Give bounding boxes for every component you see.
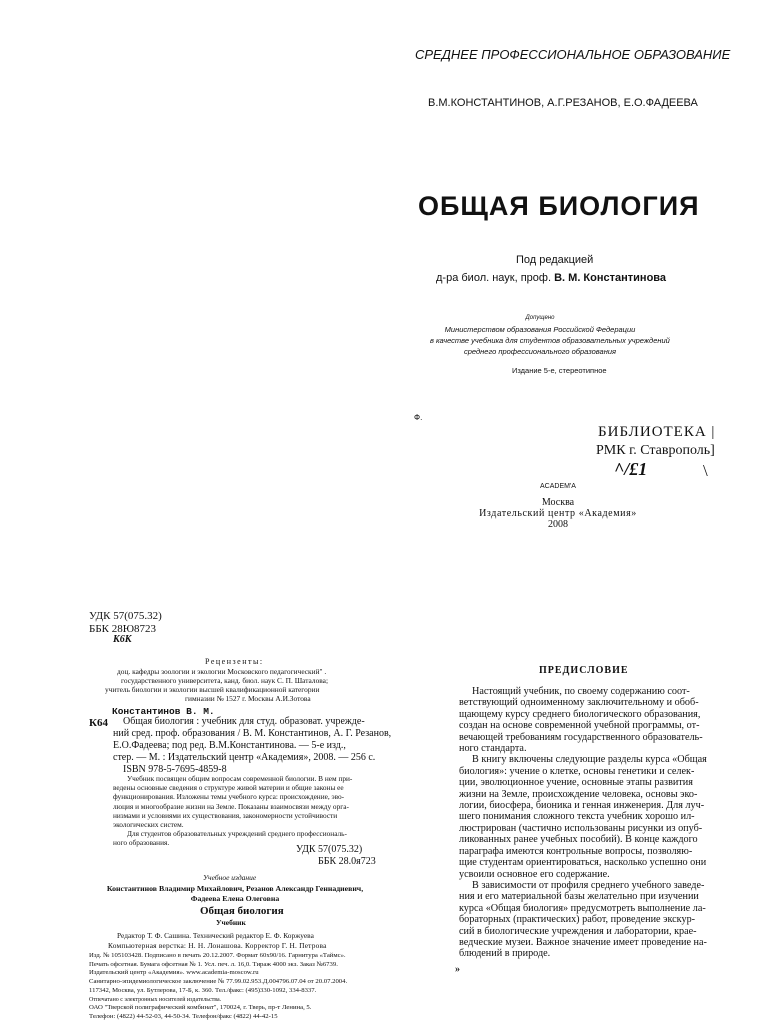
- approval-heading: Допущено: [525, 315, 555, 321]
- tech-line: Изд. № 105103428. Подписано в печать 20.12.2007. Формат 60x90/16. Гарнитура «Таймс».: [89, 952, 346, 959]
- preface-heading: ПРЕДИСЛОВИЕ: [539, 665, 629, 676]
- preface-text: [459, 686, 709, 960]
- preface-line: биология»: учение о клетке, основы генетики и селек-: [459, 765, 695, 777]
- preface-paragraph-3: [459, 880, 709, 960]
- abstract-line: Учебник посвящен общим вопросам современной биологии. В нем при-: [127, 774, 353, 783]
- preface-line: параграфа имеются контрольные вопросы, позволяю-: [459, 845, 693, 857]
- preface-line: создан на основе современной учебной программы, от-: [459, 720, 700, 732]
- abstract-line: низмами и условиями их существования, закономерности устойчивости: [113, 810, 338, 820]
- preface-line: люстрирован (частично использованы рисунки из опуб-: [459, 822, 703, 834]
- preface-line: Настоящий учебник, по своему содержанию соот-: [472, 686, 690, 697]
- reviewer-line: учитель биологии и экологии высшей квалификационной категории: [105, 685, 320, 694]
- index-mark: К64: [89, 717, 108, 729]
- preface-line: шего понимания сложного текста учебник хорошо ил-: [459, 811, 695, 823]
- full-authors-line: Фадеева Елена Олеговна: [190, 894, 280, 903]
- tech-line: Отпечатано с электронных носителей издательства.: [89, 996, 222, 1003]
- editor-name: В. М. Константинова: [554, 272, 667, 284]
- reviewer-line: доц. кафедры зоологии и экологии Московского педагогический" .: [117, 667, 327, 676]
- layout-line: Компьютерная верстка: Н. Н. Лонашова. Корректор Г. Н. Петрова: [108, 941, 327, 950]
- isbn: ISBN 978-5-7695-4859-8: [123, 764, 227, 775]
- abstract-line: экологических систем.: [113, 820, 184, 830]
- library-stamp-mark: \: [703, 461, 708, 480]
- full-authors-line: Константинов Владимир Михайлович, Резанов Александр Геннадиевич,: [106, 884, 364, 893]
- approval-line: Министерством образования Российской Федерации: [444, 325, 636, 334]
- bbk-code: ББК 28Ю8723: [89, 623, 157, 635]
- udk-code: УДК 57(075.32): [89, 610, 162, 622]
- reviewer-line: гимназии № 1527 г. Москвы А.И.Зотова: [185, 694, 311, 703]
- abstract-line: функционирования. Изложены темы учебного курса: происхождение, эво-: [113, 792, 345, 802]
- editors-line: Редактор Т. Ф. Сашина. Технический редактор Е. Ф. Коржуева: [117, 931, 314, 940]
- preface-line: ведческие музеи. Важное значение имеет проведение на-: [459, 936, 707, 948]
- catalog-author: Константинов В. М.: [112, 706, 215, 717]
- abstract-line: Для студентов образовательных учреждений среднего профессиональ-: [127, 829, 347, 839]
- bibliographic-entry: [113, 716, 408, 776]
- publisher-year: 2008: [548, 519, 568, 530]
- imprint-book-title: Общая биология: [200, 905, 284, 917]
- preface-line: В книгу включены следующие разделы курса «Общая: [472, 754, 707, 766]
- preface-line: ции, эволюционное учение, основные этапы развития: [459, 777, 693, 789]
- publisher-city: Москва: [541, 497, 575, 508]
- preface-line: ликованных ранее учебных пособий). В конце каждого: [459, 834, 698, 846]
- preface-line: ветствующий одноименному заключительному и обоб-: [459, 697, 699, 709]
- preface-line: блюдений в природе.: [459, 948, 551, 960]
- preface-line: ного стандарта.: [459, 743, 527, 755]
- tech-details: [89, 952, 389, 1022]
- tech-line: Санитарно-эпидемиологическое заключение № 77.99.02.953.Д.004796.07.04 от 20.07.2004.: [89, 978, 348, 986]
- approval-line: среднего профессионального образования: [464, 347, 616, 356]
- library-stamp-line-1: БИБЛИОТЕКА |: [598, 424, 716, 440]
- abstract-block: [113, 774, 408, 848]
- bib-line: Общая биология : учебник для студ. образоват. учрежде-: [123, 716, 365, 727]
- bib-line: Е.О.Фадеева; под ред. В.М.Константинова. — 5-е изд.,: [113, 740, 346, 751]
- preface-line: логии, биосфера, бионика и генная инженерия. Для луч-: [459, 800, 705, 812]
- bib-line: стер. — М. : Издательский центр «Академия», 2008. — 256 с.: [113, 752, 376, 763]
- preface-line: В зависимости от профиля среднего учебного заведе-: [472, 879, 705, 891]
- bbk-code-2: ББК 28.0я723: [318, 856, 376, 867]
- editor-line-2: [436, 272, 666, 284]
- preface-line: щие студентам ориентироваться, насколько успешно они: [459, 857, 707, 869]
- stamp-mark: Ф.: [414, 413, 423, 422]
- abstract-line: люция и многообразие жизни на Земле. Показаны взаимосвязи между орга-: [113, 801, 349, 811]
- editor-line-1: Под редакцией: [516, 254, 594, 266]
- approval-line: в качестве учебника для студентов образовательных учреждений: [430, 336, 670, 345]
- udk-code-2: УДК 57(075.32): [296, 844, 363, 855]
- preface-line: ния и его материальной базы желательно при изучении: [459, 891, 699, 903]
- preface-paragraph-2: [459, 754, 709, 879]
- bib-line: ний сред. проф. образования / В. М. Константинов, А. Г. Резанов,: [113, 728, 392, 739]
- preface-line: сий в биологические учреждения и лаборатории, крае-: [459, 925, 697, 937]
- publisher-logo: ACADEM'A: [540, 483, 576, 490]
- series-heading: СРЕДНЕЕ ПРОФЕССИОНАЛЬНОЕ ОБРАЗОВАНИЕ: [415, 47, 731, 62]
- imprint-book-kind: Учебник: [216, 918, 246, 927]
- publisher-name: Издательский центр «Академия»: [479, 508, 637, 519]
- tech-line: 117342, Москва, ул. Бутлерова, 17-Б, к. 360. Тел./факс: (495)330-1092, 334-8337.: [89, 986, 317, 994]
- full-authors: [95, 884, 375, 904]
- library-stamp-number: ^/£1: [614, 459, 648, 479]
- preface-line: вечающей требованиям государственного образователь-: [459, 731, 703, 743]
- edition-note: Издание 5-е, стереотипное: [512, 366, 607, 375]
- tech-line: ОАО "Тверской полиграфический комбинат", 170024, г. Тверь, пр-т Ленина, 5.: [89, 1004, 312, 1012]
- tech-line: Издательский центр «Академия». www.academia-moscow.ru: [89, 969, 259, 977]
- preface-line: курса «Общая биология» предусмотреть выполнение ла-: [459, 902, 706, 914]
- preface-line: жизни на Земле, происхождение человека, основы эко-: [459, 788, 698, 800]
- abstract-line: ного образования.: [113, 838, 170, 848]
- editor-title: д-ра биол. наук, проф.: [436, 272, 552, 284]
- page-mark: »: [455, 964, 460, 975]
- tech-line: Телефон: (4822) 44-52-03, 44-50-34. Телефон/факс (4822) 44-42-15: [89, 1012, 278, 1020]
- preface-line: усвоили основное его содержание.: [459, 868, 610, 880]
- edition-type: Учебное издание: [203, 873, 257, 882]
- author-code: К6К: [113, 634, 132, 645]
- publisher-block: [460, 497, 656, 530]
- reviewers-block: [105, 667, 400, 703]
- approval-block: [430, 313, 670, 357]
- book-title: ОБЩАЯ БИОЛОГИЯ: [418, 191, 700, 221]
- preface-paragraph-1: [459, 686, 709, 754]
- library-stamp-line-2: РМК г. Ставрополь]: [596, 443, 715, 458]
- abstract-line: ведены основные сведения о структуре живой материи и общие законы ее: [113, 783, 344, 793]
- tech-line: Печать офсетная. Бумага офсетная № 1. Усл. печ. л. 16,0. Тираж 4000 экз. Заказ №6739.: [89, 960, 338, 968]
- reviewers-heading: Рецензенты:: [205, 657, 264, 666]
- reviewer-line: государственного университета, канд. биол. наук С. П. Шаталова;: [121, 676, 329, 685]
- preface-line: щающему курсу среднего биологического образования,: [459, 708, 701, 720]
- preface-line: бораторных (практических) работ, проведение экскур-: [459, 914, 696, 926]
- authors-line: В.М.КОНСТАНТИНОВ, А.Г.РЕЗАНОВ, Е.О.ФАДЕЕВА: [428, 97, 698, 109]
